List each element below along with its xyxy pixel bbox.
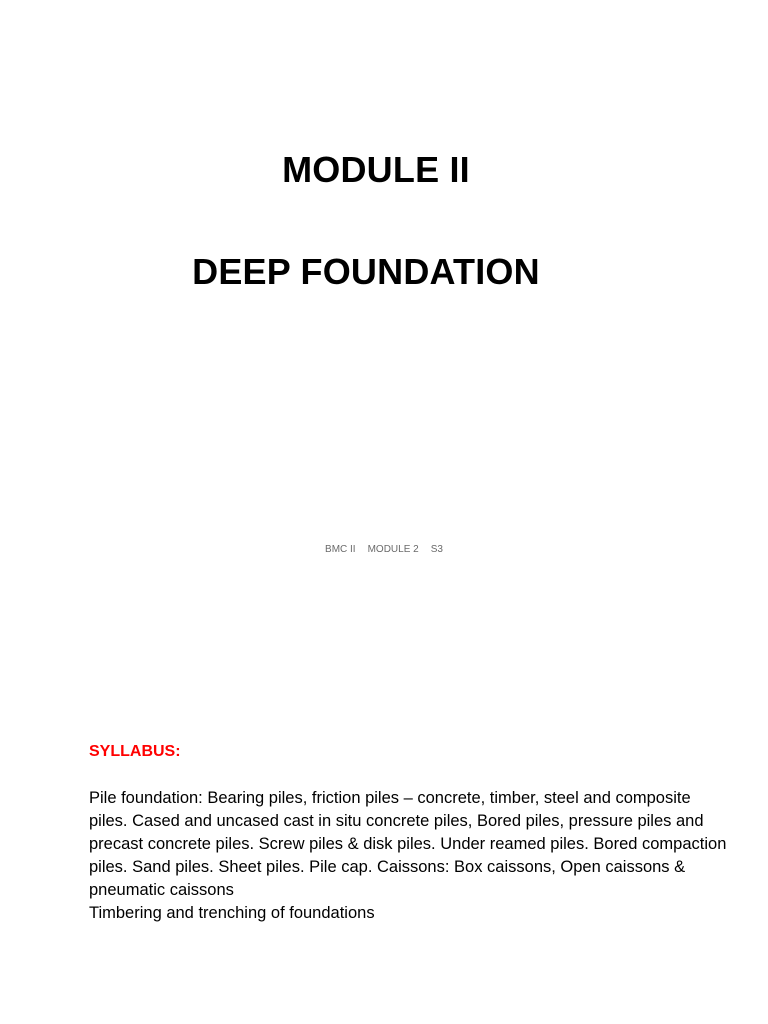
footer-course: BMC II xyxy=(325,544,356,555)
module-title: MODULE II xyxy=(282,149,470,190)
syllabus-heading: SYLLABUS: xyxy=(89,743,181,760)
syllabus-paragraph: Pile foundation: Bearing piles, friction piles – concrete, timber, steel and composite piles. Cased and uncased cast in situ concrete piles, Bored piles, pressure piles and precast concrete piles. Screw piles & disk piles. Under reamed piles. Bored compaction piles. Sand piles. Sheet piles. Pile cap. Caissons: Box caissons, Open caissons & pneumatic caissons xyxy=(89,789,727,899)
footer-module: MODULE 2 xyxy=(367,544,419,555)
topic-title: DEEP FOUNDATION xyxy=(192,251,540,292)
syllabus-last-line: Timbering and trenching of foundations xyxy=(89,904,375,922)
footer-semester: S3 xyxy=(430,544,443,555)
slide-footer xyxy=(0,543,768,557)
syllabus-body xyxy=(89,787,729,925)
